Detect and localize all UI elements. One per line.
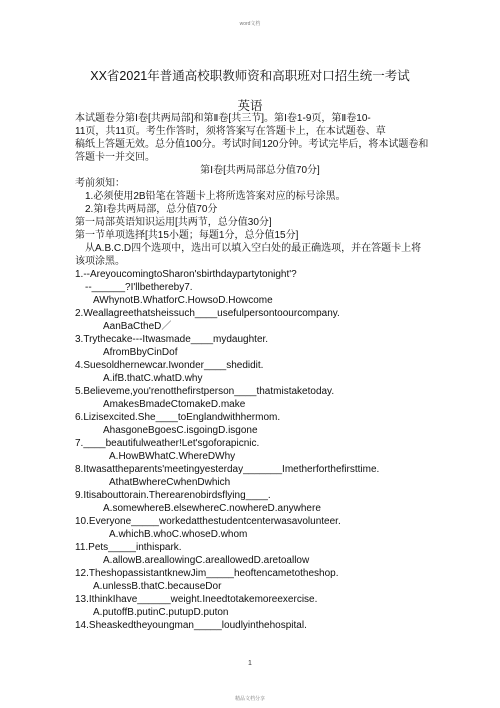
text-line: 第Ⅰ卷[共两局部总分值70分] (200, 165, 320, 176)
text-line: AthatBwhereCwhenDwhich (109, 477, 231, 488)
text-line: AWhynotB.WhatforC.HowsoD.Howcome (93, 295, 273, 306)
text-line: 3.Trythecake---Itwasmade____mydaughter. (75, 334, 269, 345)
text-line: A.HowBWhatC.WhereDWhy (109, 451, 236, 462)
text-line: AhasgoneBgoesC.isgoingD.isgone (103, 425, 258, 436)
text-line: AfromBbyCinDof (103, 347, 178, 358)
text-line: 第一节单项选择[共15小题；每题1分，总分值15分] (75, 230, 299, 241)
header-watermark: word文档 (239, 21, 261, 27)
text-line: A.allowB.areallowingC.areallowedD.aretoallow (103, 555, 310, 566)
subject-heading: 英语 (237, 99, 263, 113)
text-line: 4.Suesoldhernewcar.Iwonder____shedidit. (75, 360, 264, 371)
text-line: 11页，共11页。考生作答时，须将答案写在答题卡上，在本试题卷、草 (75, 126, 386, 137)
footer-watermark: 精品文档分享 (234, 696, 265, 702)
text-line: 13.IthinkIhave______weight.Ineedtotakemoreexercise. (75, 594, 318, 605)
text-line: AanBaCtheD／ (103, 321, 172, 332)
text-line: --______?I'llbethereby7. (85, 282, 193, 293)
text-line: 该项涂黑。 (75, 256, 125, 267)
text-line: 10.Everyone_____workedatthestudentcenterwasavolunteer. (75, 516, 341, 527)
text-line: A.ifB.thatC.whatD.why (103, 373, 203, 384)
text-line: A.putoffB.putinC.putupD.puton (93, 607, 229, 618)
page-number: 1 (248, 660, 252, 667)
text-line: 2.第Ⅰ卷共两局部，总分值70分 (85, 204, 218, 215)
text-line: AmakesBmadeCtomakeD.make (103, 399, 246, 410)
text-line: 14.Sheaskedtheyoungman_____loudlyinthehospital. (75, 620, 307, 631)
text-line: A.somewhereB.elsewhereC.nowhereD.anywhere (103, 503, 321, 514)
text-line: 1.必须使用2B铅笔在答题卡上将所选答案对应的标号涂黑。 (85, 191, 346, 202)
document-body (75, 112, 445, 632)
text-line: 11.Pets_____inthispark. (75, 542, 182, 553)
text-line: 12.TheshopassistantknewJim_____heoftencametotheshop. (75, 568, 339, 579)
text-line: A.unlessB.thatC.becauseDor (93, 581, 222, 592)
text-line: 8.Itwasattheparents'meetingyesterday_______Imetherforthefirsttime. (75, 464, 380, 475)
text-line: A.whichB.whoC.whoseD.whom (109, 529, 248, 540)
exam-title: XX省2021年普通高校职教师资和高职班对口招生统一考试 (90, 69, 410, 83)
text-line: 2.Weallagreethatsheissuch____usefulpersontoourcompany. (75, 308, 340, 319)
text-line: 7.____beautifulweather!Let'sgoforapicnic. (75, 438, 260, 449)
text-line: 9.Itisabouttorain.Therearenobirdsflying____. (75, 490, 271, 501)
text-line: 5.Believeme,you'renotthefirstperson____thatmistaketoday. (75, 386, 335, 397)
text-line: 考前须知： (75, 178, 125, 189)
text-line: 本试题卷分第Ⅰ卷[共两局部]和第Ⅱ卷[共三节]。第Ⅰ卷1-9页，第Ⅱ卷10- (75, 113, 371, 124)
text-line: 第一局部英语知识运用[共两节，总分值30分] (75, 217, 272, 228)
text-line: 稿纸上答题无效。总分值100分。考试时间120分钟。考试完毕后，将本试题卷和 (75, 139, 429, 150)
text-line: 6.Lizisexcited.She____toEnglandwithhermom. (75, 412, 281, 423)
text-line: 答题卡一并交回。 (75, 152, 155, 163)
text-line: 从A.B.C.D四个选项中，选出可以填入空白处的最正确选项，并在答题卡上将 (85, 243, 422, 254)
text-line: 1.--AreyoucomingtoSharon'sbirthdaypartytonight'? (75, 269, 297, 280)
